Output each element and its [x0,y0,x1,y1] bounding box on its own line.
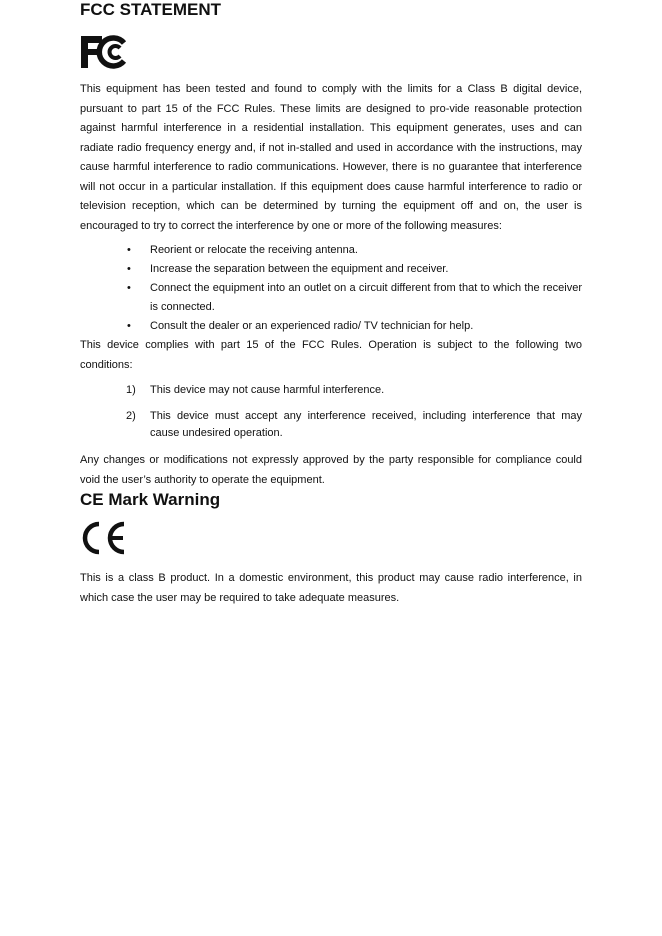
condition-text: This device may not cause harmful interference. [150,384,385,396]
list-item [80,279,582,317]
measure-text: Connect the equipment into an outlet on a circuit different from that to which the receiver is connected. [150,282,582,313]
fcc-statement-heading: FCC STATEMENT [80,0,222,19]
list-item [80,241,582,260]
changes-paragraph: Any changes or modifications not expressly approved by the party responsible for compliance could void the user’s authority to operate the equipment. [80,454,582,486]
measure-text: Reorient or relocate the receiving antenna. [150,244,358,256]
list-item [80,260,582,279]
bullet-icon: • [127,320,131,332]
list-item [80,382,582,399]
condition-number: 1) [126,384,136,396]
measure-text: Increase the separation between the equipment and receiver. [150,263,449,275]
bullet-icon: • [127,244,131,256]
fcc-logo-svg [80,34,128,70]
measure-text: Consult the dealer or an experienced radio/ TV technician for help. [150,320,474,332]
condition-text: This device must accept any interference received, including interference that may cause undesired operation. [150,410,582,439]
list-item [80,317,582,336]
fcc-logo-icon [80,34,582,70]
bullet-icon: • [127,263,131,275]
ce-paragraph: This is a class B product. In a domestic environment, this product may cause radio interference, in which case the user may be required to take adequate measures. [80,572,582,604]
condition-number: 2) [126,410,136,422]
fcc-intro-paragraph: This equipment has been tested and found to comply with the limits for a Class B digital device, pursuant to part 15 of the FCC Rules. These limits are designed to pro-vide reasonable protection against harmful interference in a residential installation. This equipment generates, uses and can radiate radio frequency energy and, if not in-stalled and used in accordance with the instructions, may cause harmful interference to radio communications. However, there is no guarantee that interference will not occur in a particular installation. If this equipment does cause harmful interference to radio or television reception, which can be determined by turning the equipment off and on, the user is encouraged to try to correct the interference by one or more of the following measures: [80,83,582,232]
compliance-paragraph: This device complies with part 15 of the FCC Rules. Operation is subject to the following two conditions: [80,339,582,371]
ce-mark-icon [80,520,582,556]
ce-mark-svg [80,520,128,556]
ce-mark-heading: CE Mark Warning [80,490,221,509]
document-page [80,0,582,608]
bullet-icon: • [127,282,131,294]
conditions-list [80,382,582,442]
list-item [80,408,582,442]
measures-list [80,241,582,336]
